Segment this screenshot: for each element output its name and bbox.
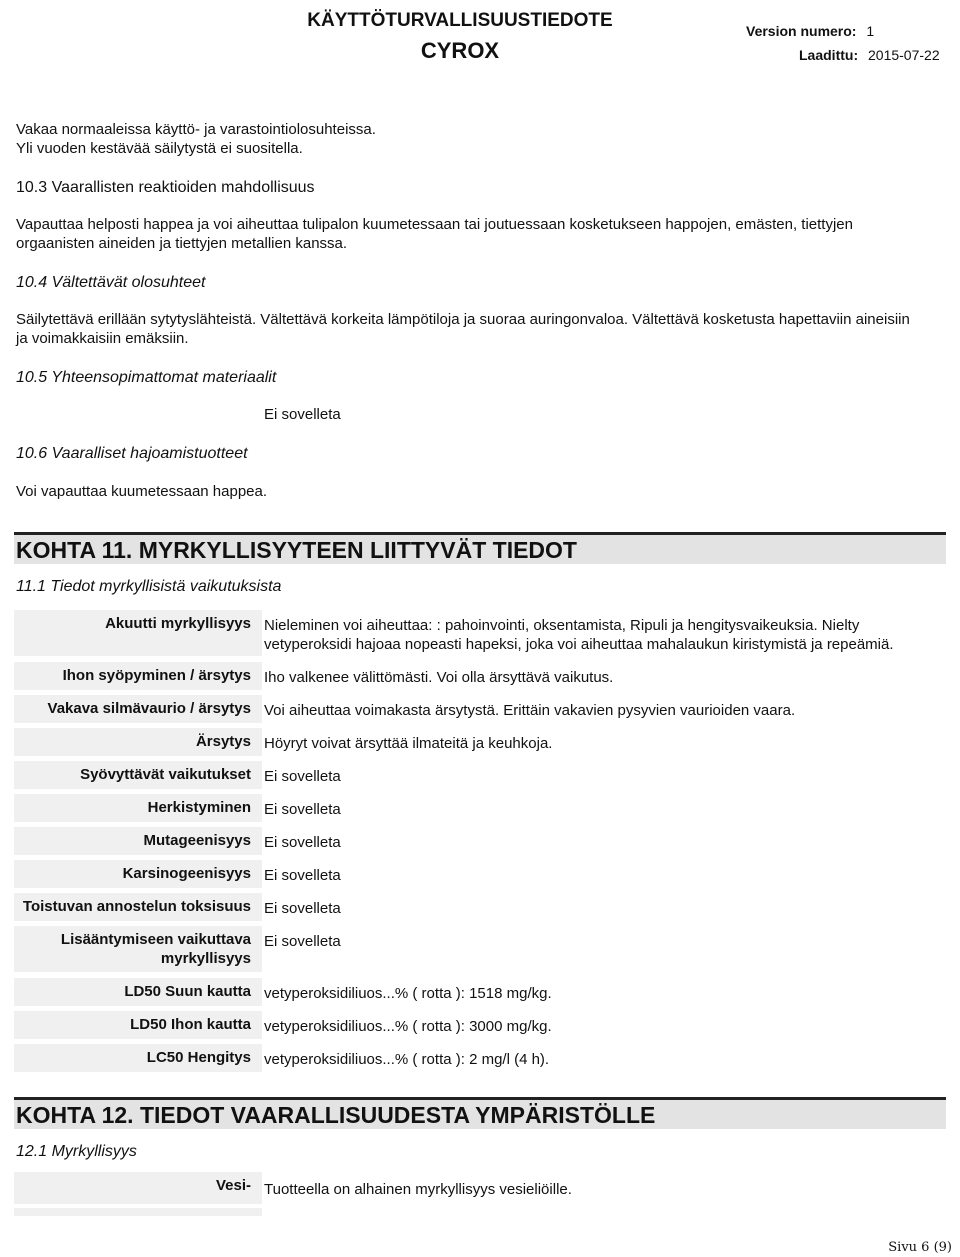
stability-line-1: Vakaa normaaleissa käyttö- ja varastointiolosuhteissa. bbox=[16, 121, 376, 138]
value-acute-toxicity bbox=[264, 612, 944, 654]
value-irritation: Höyryt voivat ärsyttää ilmateitä ja keuhkoja. bbox=[264, 735, 553, 752]
value-acute-toxicity-line-1: Nieleminen voi aiheuttaa: : pahoinvointi, oksentamista, Ripuli ja hengitysvaikeuksia. Nielty bbox=[264, 617, 860, 634]
label-reproductive-toxicity-line-2: myrkyllisyys bbox=[160, 950, 251, 967]
paragraph-10-3-line-2: orgaanisten aineiden ja tiettyjen metallien kanssa. bbox=[16, 235, 348, 252]
value-aquatic: Tuotteella on alhainen myrkyllisyys vesieliöille. bbox=[264, 1181, 572, 1198]
value-ld50-oral: vetyperoksidiliuos...% ( rotta ): 1518 mg/kg. bbox=[264, 985, 552, 1002]
document-title: KÄYTTÖTURVALLISUUSTIEDOTE bbox=[307, 10, 613, 31]
label-ld50-dermal: LD50 Ihon kautta bbox=[14, 1011, 262, 1039]
label-ld50-oral: LD50 Suun kautta bbox=[14, 978, 262, 1006]
label-corrosive-effects: Syövyttävät vaikutukset bbox=[14, 761, 262, 789]
value-lc50-inhalation: vetyperoksidiliuos...% ( rotta ): 2 mg/l (4 h). bbox=[264, 1051, 550, 1068]
date-value: 2015-07-22 bbox=[868, 47, 940, 63]
heading-11-1: 11.1 Tiedot myrkyllisistä vaikutuksista bbox=[16, 578, 282, 595]
label-acute-toxicity: Akuutti myrkyllisyys bbox=[14, 610, 262, 656]
label-aquatic: Vesi- bbox=[14, 1172, 262, 1204]
value-skin-corrosion: Iho valkenee välittömästi. Voi olla ärsyttävä vaikutus. bbox=[264, 669, 614, 686]
heading-10-3: 10.3 Vaarallisten reaktioiden mahdollisuus bbox=[16, 179, 315, 196]
label-irritation: Ärsytys bbox=[14, 728, 262, 756]
value-eye-damage: Voi aiheuttaa voimakasta ärsytystä. Erittäin vakavien pysyvien vaurioiden vaara. bbox=[264, 702, 796, 719]
label-lc50-inhalation: LC50 Hengitys bbox=[14, 1044, 262, 1072]
value-sensitisation: Ei sovelleta bbox=[264, 801, 341, 818]
section-12-title: KOHTA 12. TIEDOT VAARALLISUUDESTA YMPÄRISTÖLLE bbox=[14, 1097, 946, 1129]
section-11-title: KOHTA 11. MYRKYLLISYYTEEN LIITTYVÄT TIEDOT bbox=[14, 532, 946, 564]
value-acute-toxicity-line-2: vetyperoksidi hajoaa nopeasti hapeksi, joka voi aiheuttaa mahalaukun kiristymistä ja repeämiä. bbox=[264, 636, 894, 653]
label-carcinogenicity: Karsinogeenisyys bbox=[14, 860, 262, 888]
paragraph-10-5: Ei sovelleta bbox=[264, 406, 341, 423]
paragraph-10-6: Voi vapauttaa kuumetessaan happea. bbox=[16, 483, 268, 500]
version-label: Version numero: bbox=[746, 23, 857, 39]
label-sensitisation: Herkistyminen bbox=[14, 794, 262, 822]
date-line bbox=[799, 47, 940, 63]
value-corrosive-effects: Ei sovelleta bbox=[264, 768, 341, 785]
stability-line-2: Yli vuoden kestävää säilytystä ei suositella. bbox=[16, 140, 303, 157]
heading-10-4: 10.4 Vältettävät olosuhteet bbox=[16, 274, 206, 291]
paragraph-10-4-line-1: Säilytettävä erillään sytytyslähteistä. Vältettävä korkeita lämpötiloja ja suoraa auringonvaloa. Vältettävä kosketusta hapettaviin aineisiin bbox=[16, 311, 910, 328]
label-reproductive-toxicity-line-1: Lisääntymiseen vaikuttava bbox=[60, 931, 251, 948]
value-mutagenicity: Ei sovelleta bbox=[264, 834, 341, 851]
heading-10-6: 10.6 Vaaralliset hajoamistuotteet bbox=[16, 445, 248, 462]
paragraph-10-4-line-2: ja voimakkaisiin emäksiin. bbox=[16, 330, 189, 347]
label-eye-damage: Vakava silmävaurio / ärsytys bbox=[14, 695, 262, 723]
label-repeated-dose-toxicity: Toistuvan annostelun toksisuus bbox=[14, 893, 262, 921]
page-number: Sivu 6 (9) bbox=[888, 1240, 952, 1255]
value-ld50-dermal: vetyperoksidiliuos...% ( rotta ): 3000 mg/kg. bbox=[264, 1018, 552, 1035]
version-line bbox=[746, 23, 874, 39]
table-continuation bbox=[14, 1208, 262, 1216]
paragraph-10-3-line-1: Vapauttaa helposti happea ja voi aiheuttaa tulipalon kuumetessaan tai joutuessaan kosketukseen happojen, emästen, tiettyjen bbox=[16, 216, 853, 233]
label-reproductive-toxicity bbox=[14, 926, 262, 972]
product-name: CYROX bbox=[420, 38, 500, 63]
value-carcinogenicity: Ei sovelleta bbox=[264, 867, 341, 884]
heading-10-5: 10.5 Yhteensopimattomat materiaalit bbox=[16, 369, 277, 386]
date-label: Laadittu: bbox=[799, 47, 859, 63]
value-repeated-dose-toxicity: Ei sovelleta bbox=[264, 900, 341, 917]
label-skin-corrosion: Ihon syöpyminen / ärsytys bbox=[14, 662, 262, 690]
version-value: 1 bbox=[866, 23, 875, 39]
heading-12-1: 12.1 Myrkyllisyys bbox=[16, 1143, 137, 1160]
value-reproductive-toxicity: Ei sovelleta bbox=[264, 933, 341, 950]
label-mutagenicity: Mutageenisyys bbox=[14, 827, 262, 855]
